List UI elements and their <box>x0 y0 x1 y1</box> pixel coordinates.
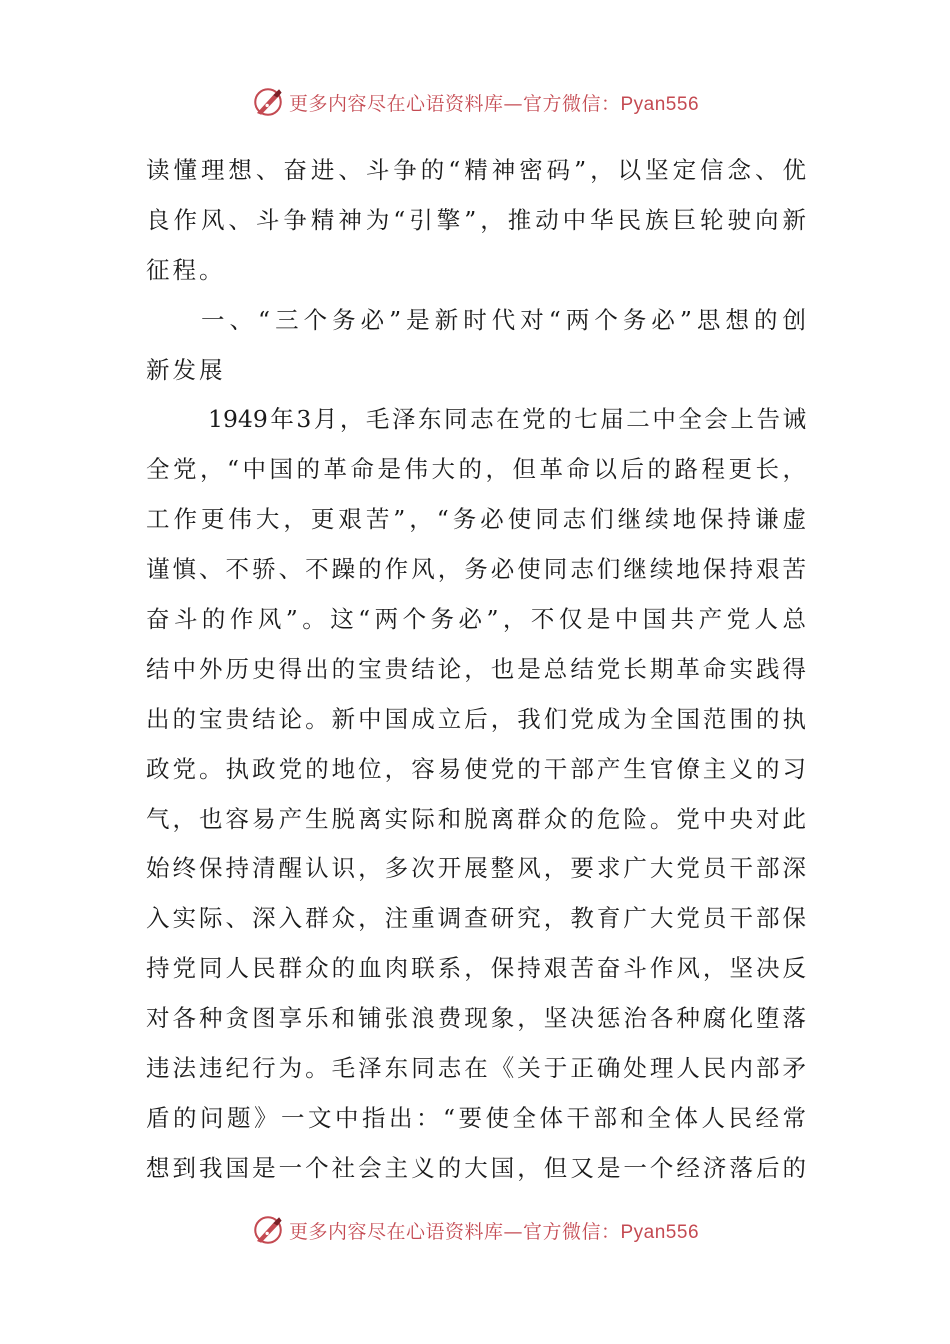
text-line: 违法违纪行为。毛泽东同志在《关于正确处理人民内部矛 <box>146 1054 806 1083</box>
text-line: 持党同人民群众的血肉联系，保持艰苦奋斗作风，坚决反 <box>146 954 806 983</box>
text-line: 工作更伟大，更艰苦”，“务必使同志们继续地保持谦虚 <box>146 505 806 534</box>
text-line: 一、“三个务必”是新时代对“两个务必”思想的创 <box>201 305 806 334</box>
header-banner <box>0 82 950 122</box>
text-line: 读懂理想、奋进、斗争的“精神密码”，以坚定信念、优 <box>146 156 806 184</box>
text-line: 结中外历史得出的宝贵结论，也是总结党长期革命实践得 <box>146 654 806 683</box>
text-line: 出的宝贵结论。新中国成立后，我们党成为全国范围的执 <box>146 704 806 733</box>
section-heading <box>146 296 806 396</box>
document-body <box>146 146 806 1194</box>
text-line: 1949年3月，毛泽东同志在党的七届二中全会上告诫 <box>208 405 806 434</box>
paragraph-intro <box>146 146 806 296</box>
footer-banner <box>0 1210 950 1250</box>
text-line: 良作风、斗争精神为“引擎”，推动中华民族巨轮驶向新 <box>146 205 806 234</box>
text-line: 对各种贪图享乐和铺张浪费现象，坚决惩治各种腐化堕落 <box>146 1004 806 1033</box>
text-line: 盾的问题》一文中指出：“要使全体干部和全体人民经常 <box>146 1103 806 1132</box>
text-line: 新发展 <box>146 355 226 384</box>
banner-text: 更多内容尽在心语资料库—官方微信：Pyan556 <box>288 1220 700 1243</box>
text-line: 奋斗的作风”。这“两个务必”，不仅是中国共产党人总 <box>146 605 806 634</box>
text-line: 谨慎、不骄、不躁的作风，务必使同志们继续地保持艰苦 <box>146 555 806 584</box>
text-line: 气，也容易产生脱离实际和脱离群众的危险。党中央对此 <box>146 804 806 833</box>
paragraph-main <box>146 395 806 1193</box>
text-line: 始终保持清醒认识，多次开展整风，要求广大党员干部深 <box>146 854 806 883</box>
text-line: 政党。执政党的地位，容易使党的干部产生官僚主义的习 <box>146 754 806 783</box>
pen-nib-logo-icon <box>251 85 285 119</box>
pen-nib-logo-icon <box>251 1213 285 1247</box>
text-line: 征程。 <box>146 255 226 284</box>
wechat-id: Pyan556 <box>620 1221 700 1243</box>
banner-text: 更多内容尽在心语资料库—官方微信：Pyan556 <box>288 92 700 115</box>
text-line: 想到我国是一个社会主义的大国，但又是一个经济落后的 <box>146 1153 806 1182</box>
text-line: 全党，“中国的革命是伟大的，但革命以后的路程更长， <box>146 455 806 484</box>
text-line: 入实际、深入群众，注重调查研究，教育广大党员干部保 <box>146 904 806 933</box>
wechat-id: Pyan556 <box>620 93 700 115</box>
